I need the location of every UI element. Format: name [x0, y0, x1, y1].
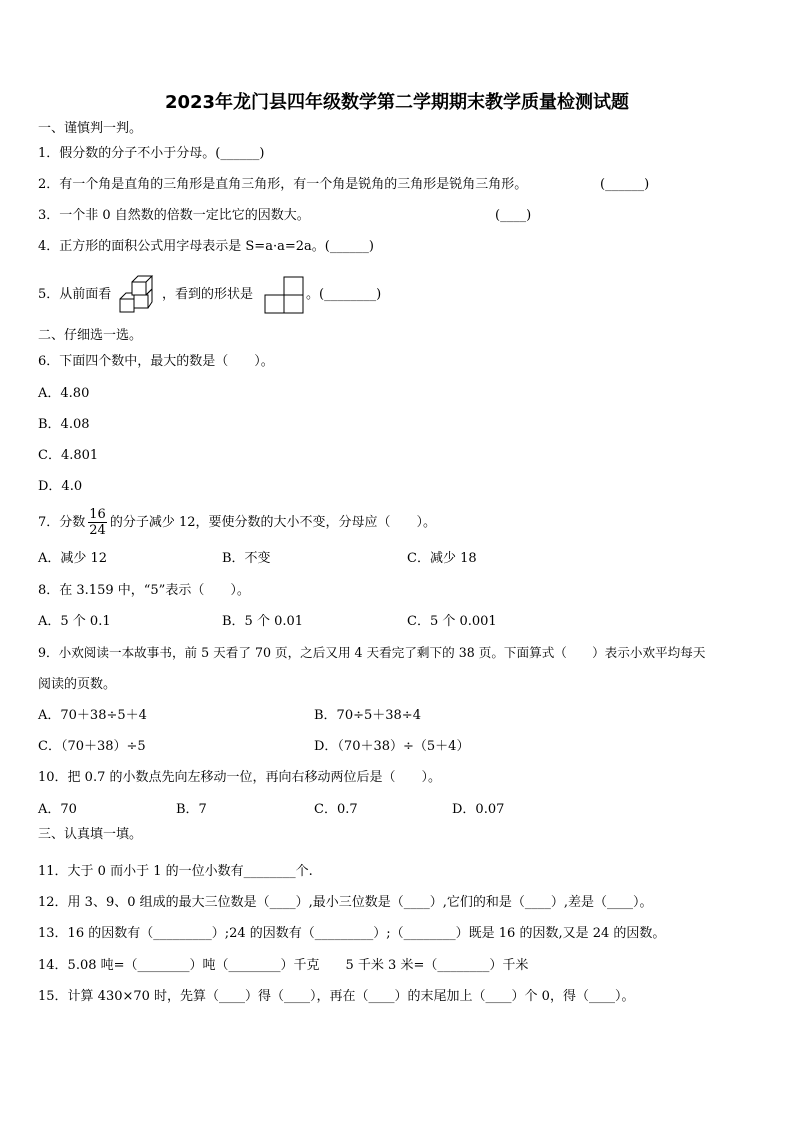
question-5-tail [306, 286, 381, 304]
question-5-middle: ，看到的形状是 [162, 287, 254, 302]
question-text: 2．有一个角是直角的三角形是直角三角形，有一个角是锐角的三角形是锐角三角形。 [38, 177, 528, 192]
question-13: 13．16 的因数有（_________）;24 的因数有（_________）;（________）既是 16 的因数,又是 24 的因数。 [38, 926, 666, 941]
answer-blank: (____) [495, 208, 532, 223]
option: C．5 个 0.001 [407, 614, 497, 629]
question-text: 3．一个非 0 自然数的倍数一定比它的因数大。 [38, 208, 310, 223]
section-heading: 三、认真填一填。 [38, 827, 143, 842]
option: A．5 个 0.1 [38, 614, 111, 629]
question-12: 12．用 3、9、0 组成的最大三位数是（____）,最小三位数是（____）,它们的和是（____）,差是（____）。 [38, 895, 653, 910]
question-11: 11．大于 0 而小于 1 的一位小数有________个. [38, 864, 313, 879]
question-2 [38, 176, 527, 194]
question-5-lead: 5．从前面看 [38, 287, 112, 302]
answer-blank: (________) [319, 287, 382, 302]
question-10: 10．把 0.7 的小数点先向左移动一位，再向右移动两位后是（ ）。 [38, 770, 441, 785]
option: B．7 [176, 802, 207, 817]
option: D．（70＋38）÷（5＋4） [314, 739, 470, 754]
question-text: 7．分数 [38, 515, 86, 530]
cube-stack-figure [116, 274, 158, 316]
question-text: 1．假分数的分子不小于分母。 [38, 146, 216, 161]
option: A．70 [38, 802, 77, 817]
page-title: 2023年龙门县四年级数学第二学期期末教学质量检测试题 [164, 92, 630, 113]
option: A．70＋38÷5＋4 [38, 708, 147, 723]
front-view-figure [264, 276, 304, 314]
question-6: 6．下面四个数中，最大的数是（ ）。 [38, 354, 274, 369]
option: D．0.07 [452, 802, 505, 817]
fraction [88, 507, 107, 538]
option: A．4.80 [38, 386, 90, 401]
question-3 [38, 207, 310, 225]
option: C．（70＋38）÷5 [38, 739, 146, 754]
section-heading: 二、仔细选一选。 [38, 328, 143, 343]
section-heading: 一、谨慎判一判。 [38, 121, 143, 136]
question-text: 。 [306, 287, 320, 302]
option: B．5 个 0.01 [222, 614, 304, 629]
option: B．4.08 [38, 417, 90, 432]
answer-blank: (______) [215, 146, 265, 161]
question-8: 8．在 3.159 中，“5”表示（ ）。 [38, 583, 250, 598]
question-text: 的分子减少 12，要使分数的大小不变，分母应（ ）。 [109, 515, 437, 530]
question-text: 4．正方形的面积公式用字母表示是 S=a·a=2a。 [38, 239, 325, 254]
question-14: 14．5.08 吨=（________）吨（________）千克 5 千米 3 米=（________）千米 [38, 958, 529, 973]
option: C．减少 18 [407, 551, 477, 566]
option: A．减少 12 [38, 551, 108, 566]
question-1 [38, 145, 264, 163]
option: D．4.0 [38, 479, 83, 494]
question-9-continued: 阅读的页数。 [38, 677, 117, 692]
question-15: 15．计算 430×70 时，先算（____）得（____），再在（____）的末尾加上（____）个 0，得（____）。 [38, 989, 635, 1004]
option: C．0.7 [314, 802, 358, 817]
option: B．不变 [222, 551, 271, 566]
question-4 [38, 238, 374, 256]
answer-blank: (______) [324, 239, 374, 254]
fraction-numerator: 16 [89, 507, 106, 522]
question-9: 9．小欢阅读一本故事书，前 5 天看了 70 页，之后又用 4 天看完了剩下的 38 页。下面算式（ ）表示小欢平均每天 [38, 645, 706, 660]
option: B．70÷5＋38÷4 [314, 708, 421, 723]
option: C．4.801 [38, 448, 99, 463]
question-7 [38, 505, 436, 541]
fraction-denominator: 24 [89, 523, 106, 538]
answer-blank: (______) [600, 177, 650, 192]
